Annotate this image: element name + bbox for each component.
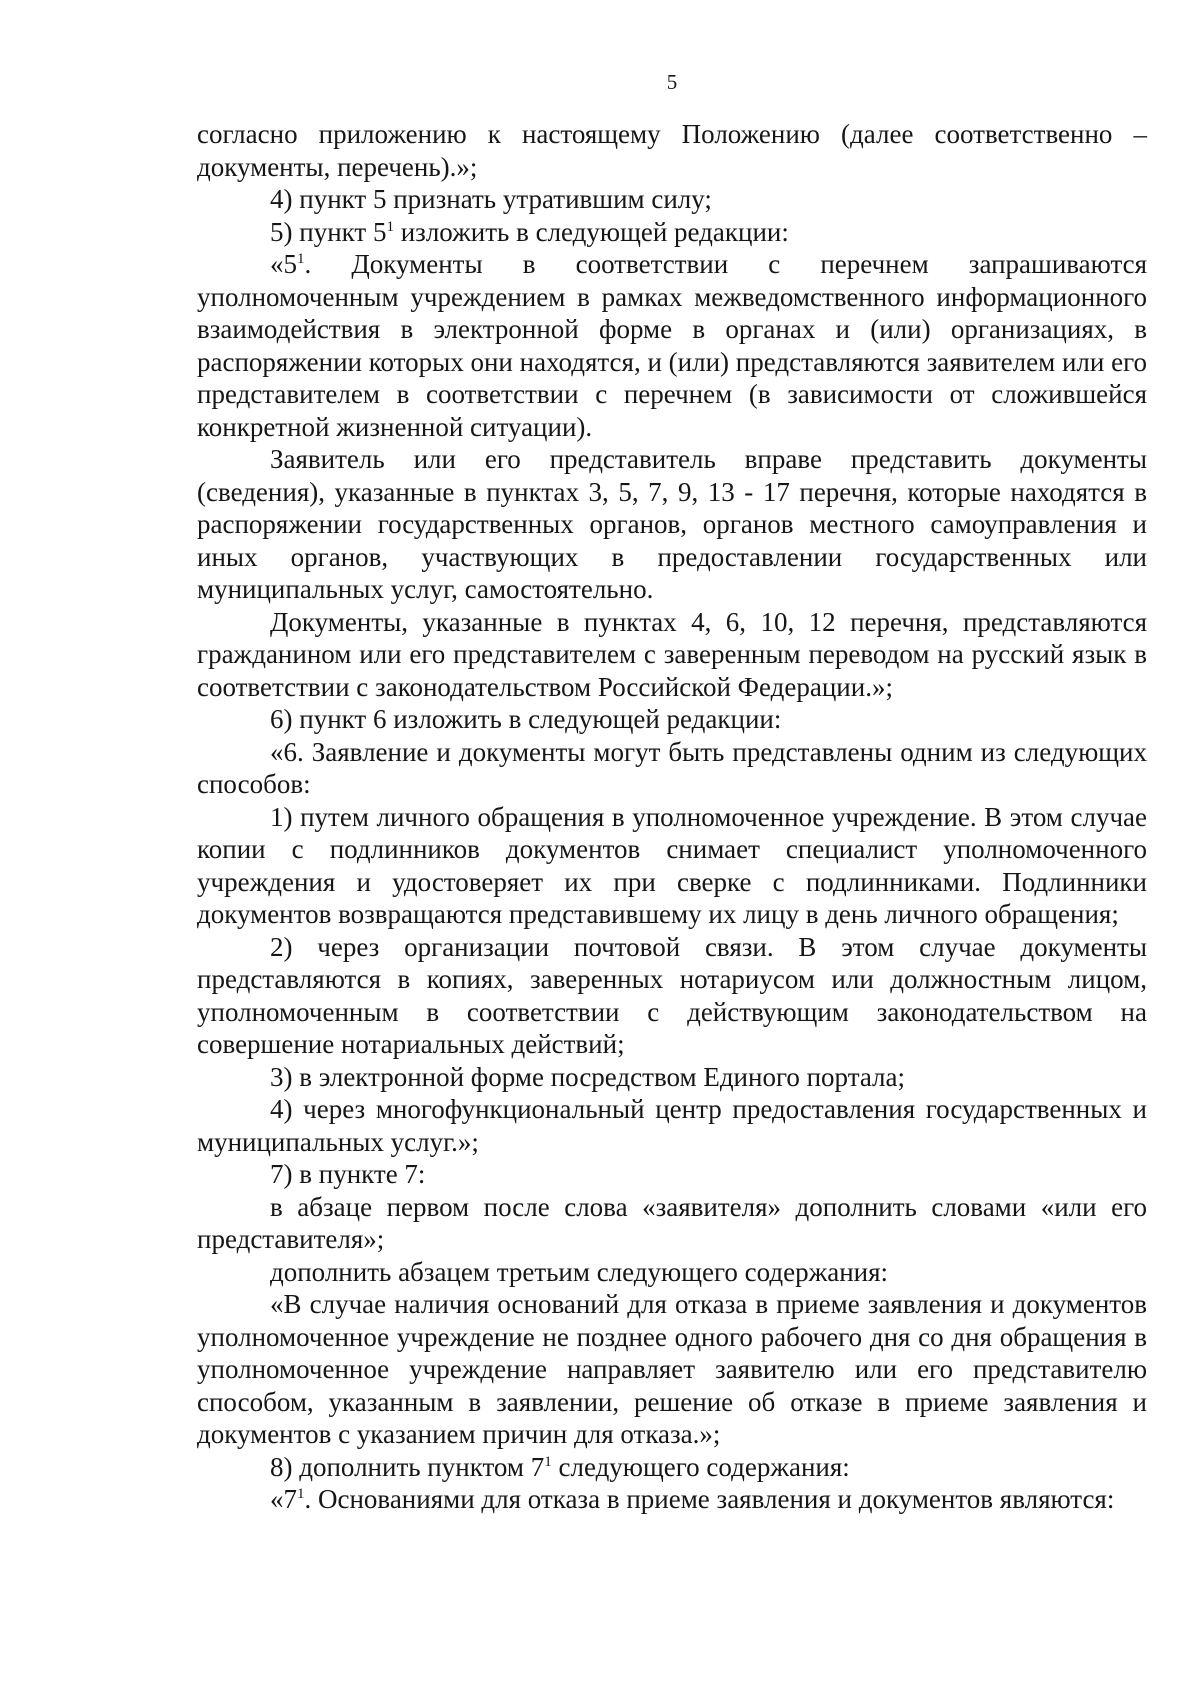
paragraph-10: 2) через организации почтовой связи. В этом случае документы представляются в копиях, заверенных нотариусом или должностным лицом, уполномоченным в соответствии с действующим законодательством на совершение нотариальных действий; [197, 931, 1147, 1059]
paragraph-8: «6. Заявление и документы могут быть представлены одним из следующих способов: [197, 736, 1147, 799]
superscript: 1 [297, 251, 305, 267]
paragraph-6: Документы, указанные в пунктах 4, 6, 10, 12 перечня, представляются гражданином или его представителем с заверенным переводом на русский язык в соответствии с законодательством Российской Федерации.»; [197, 606, 1147, 702]
paragraph-13: 7) в пункте 7: [270, 1159, 426, 1189]
paragraph-1: согласно приложению к настоящему Положению (далее соответственно – документы, перечень).»; [197, 119, 1147, 182]
paragraph-9: 1) путем личного обращения в уполномоченное учреждение. В этом случае копии с подлинников документов снимает специалист уполномоченного учреждения и удостоверяет их при сверке с подлинниками. Подлинники документов возвращаются представившему их лицу в день личного обращения; [197, 801, 1147, 929]
paragraph-3: 5) пункт $5^1$ изложить в следующей редакции: [270, 216, 789, 247]
paragraph-18: «$7^1$. Основаниями для отказа в приеме заявления и документов являются: [270, 1484, 1115, 1514]
paragraph-5: Заявитель или его представитель вправе представить документы (сведения), указанные в пунктах 3, 5, 7, 9, 13 - 17 перечня, которые находятся в распоряжении государственных органов, органов местного самоуправления и иных органов, участвующих в предоставлении государственных или муниципальных услуг, самостоятельно. [197, 444, 1147, 604]
document-page [197, 70, 1147, 1516]
paragraph-7: 6) пункт 6 изложить в следующей редакции: [270, 704, 782, 734]
superscript: 1 [297, 1486, 305, 1502]
page-number: 5 [666, 70, 678, 94]
paragraph-15: дополнить абзацем третьим следующего содержания: [270, 1256, 889, 1287]
paragraph-14: в абзаце первом после слова «заявителя» дополнить словами «или его представителя»; [197, 1191, 1147, 1254]
superscript: 1 [544, 1453, 552, 1470]
superscript: 1 [386, 218, 394, 235]
paragraph-16: «В случае наличия оснований для отказа в приеме заявления и документов уполномоченное учреждение не позднее одного рабочего дня со дня обращения в уполномоченное учреждение направляет заявителю или его представителю способом, указанным в заявлении, решение об отказе в приеме заявления и документов с указанием причин для отказа.»; [197, 1289, 1147, 1449]
paragraph-17: 8) дополнить пунктом $7^1$ следующего содержания: [270, 1451, 850, 1482]
paragraph-11: 3) в электронной форме посредством Единого портала; [270, 1061, 906, 1092]
paragraph-2: 4) пункт 5 признать утратившим силу; [270, 184, 712, 214]
paragraph-12: 4) через многофункциональный центр предоставления государственных и муниципальных услуг.»; [197, 1094, 1147, 1157]
paragraph-4: «$5^1$. Документы в соответствии с перечнем запрашиваются уполномоченным учреждением в рамках межведомственного информационного взаимодействия в электронной форме в органах и (или) организациях, в распоряжении которых они находятся, и (или) представляются заявителем или его представителем в соответствии с перечнем (в зависимости от сложившейся конкретной жизненной ситуации). [197, 249, 1147, 442]
